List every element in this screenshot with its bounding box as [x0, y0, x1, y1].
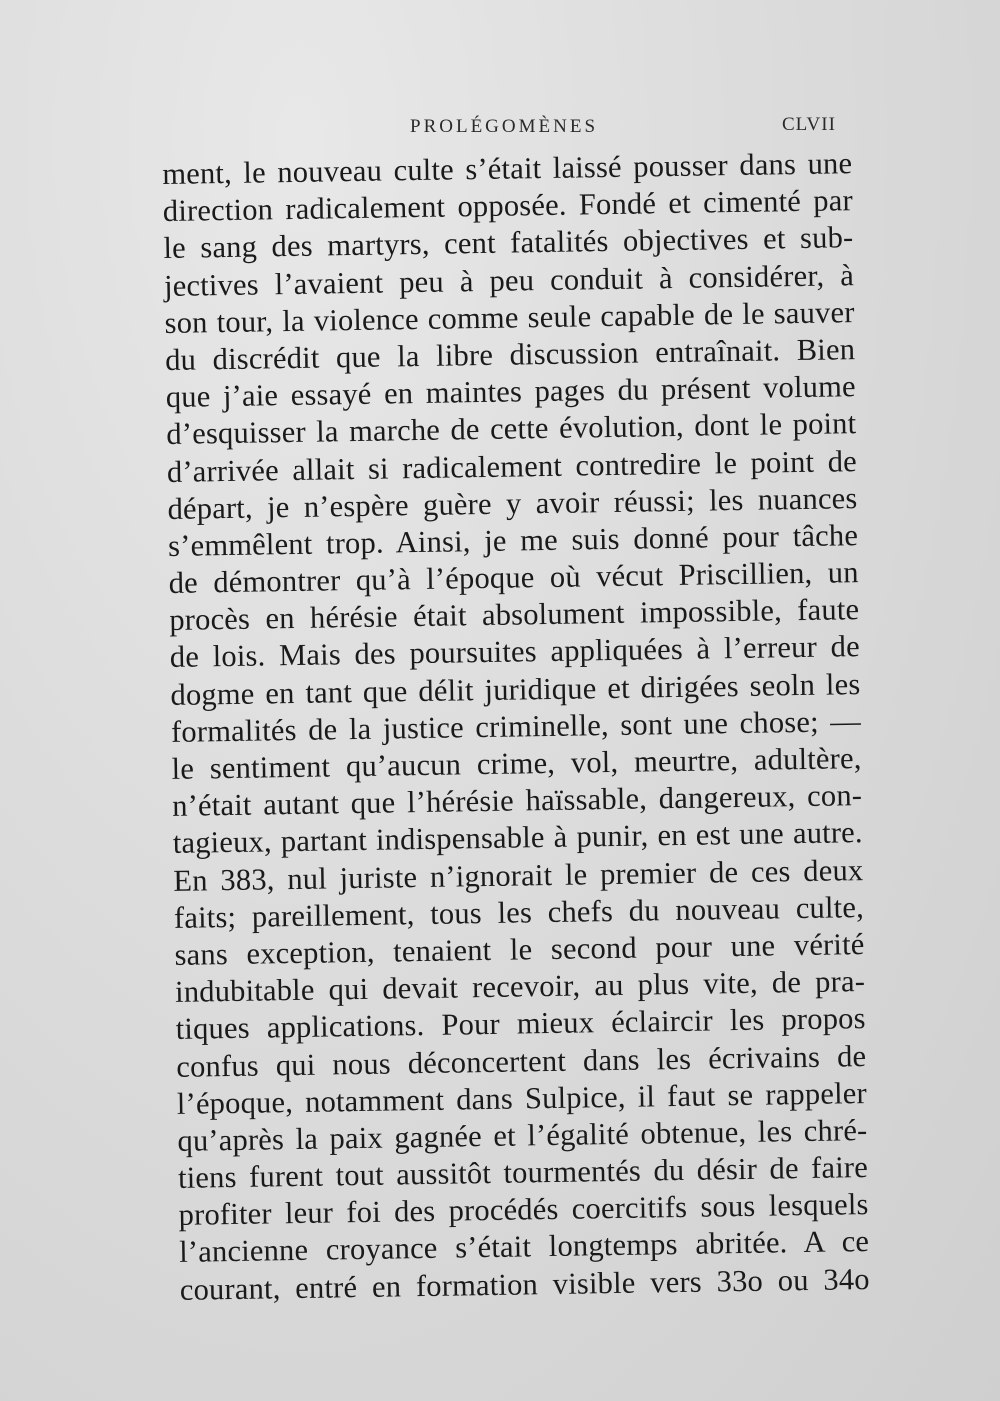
text-line: En 383, nul juriste n’ignorait le premier de ces deux: [173, 852, 864, 898]
text-line: n’était autant que l’hérésie haïssable, dangereux, con-: [171, 778, 863, 824]
text-line: qu’après la paix gagnée et l’égalité obtenue, les chré-: [177, 1112, 868, 1158]
text-line: de lois. Mais des poursuites appliquées à l’erreur de: [169, 629, 861, 675]
text-line: l’ancienne croyance s’était longtemps abritée. A ce: [178, 1224, 870, 1270]
text-line: formalités de la justice criminelle, sont une chose; —: [170, 703, 862, 749]
text-line: départ, je n’espère guère y avoir réussi; les nuances: [167, 480, 858, 526]
page-number: CLVII: [782, 114, 836, 135]
text-line: courant, entré en formation visible vers 33o ou 34o: [179, 1261, 870, 1307]
text-line: direction radicalement opposée. Fondé et cimenté par: [162, 183, 854, 229]
text-line: confus qui nous déconcertent dans les écrivains de: [176, 1038, 867, 1084]
text-line: procès en hérésie était absolument impossible, faute: [169, 592, 860, 638]
text-line: le sang des martyrs, cent fatalités objectives et sub-: [163, 220, 854, 266]
text-line: tagieux, partant indispensable à punir, en est une autre.: [172, 815, 863, 861]
text-line: ment, le nouveau culte s’était laissé pousser dans une: [162, 146, 853, 191]
text-line: du discrédit que la libre discussion entraînait. Bien: [164, 332, 856, 377]
text-line: que j’aie essayé en maintes pages du présent volume: [165, 369, 856, 415]
text-line: l’époque, notamment dans Sulpice, il faut se rappeler: [176, 1075, 868, 1121]
text-line: le sentiment qu’aucun crime, vol, meurtre, adultère,: [171, 741, 862, 786]
text-line: jectives l’avaient peu à peu conduit à considérer, à: [163, 257, 855, 303]
text-line: sans exception, tenaient le second pour une vérité: [174, 927, 865, 972]
running-title: PROLÉGOMÈNES: [410, 116, 599, 137]
text-line: d’esquisser la marche de cette évolution, dont le point: [166, 406, 857, 452]
body-text: [162, 145, 870, 1309]
text-line: de démontrer qu’à l’époque où vécut Priscillien, un: [168, 555, 859, 601]
text-line: son tour, la violence comme seule capable de le sauver: [164, 294, 855, 340]
text-line: dogme en tant que délit juridique et dirigées seoln les: [170, 666, 861, 712]
text-line: faits; pareillement, tous les chefs du nouveau culte,: [173, 889, 865, 935]
text-line: tiques applications. Pour mieux éclaircir les propos: [175, 1001, 866, 1047]
text-line: d’arrivée allait si radicalement contredire le point de: [166, 443, 858, 489]
text-line: s’emmêlent trop. Ainsi, je me suis donné pour tâche: [167, 517, 859, 563]
text-line: indubitable qui devait recevoir, au plus vite, de pra-: [174, 964, 866, 1010]
text-line: tiens furent tout aussitôt tourmentés du désir de faire: [177, 1150, 869, 1195]
text-line: profiter leur foi des procédés coercitifs sous lesquels: [178, 1187, 869, 1233]
